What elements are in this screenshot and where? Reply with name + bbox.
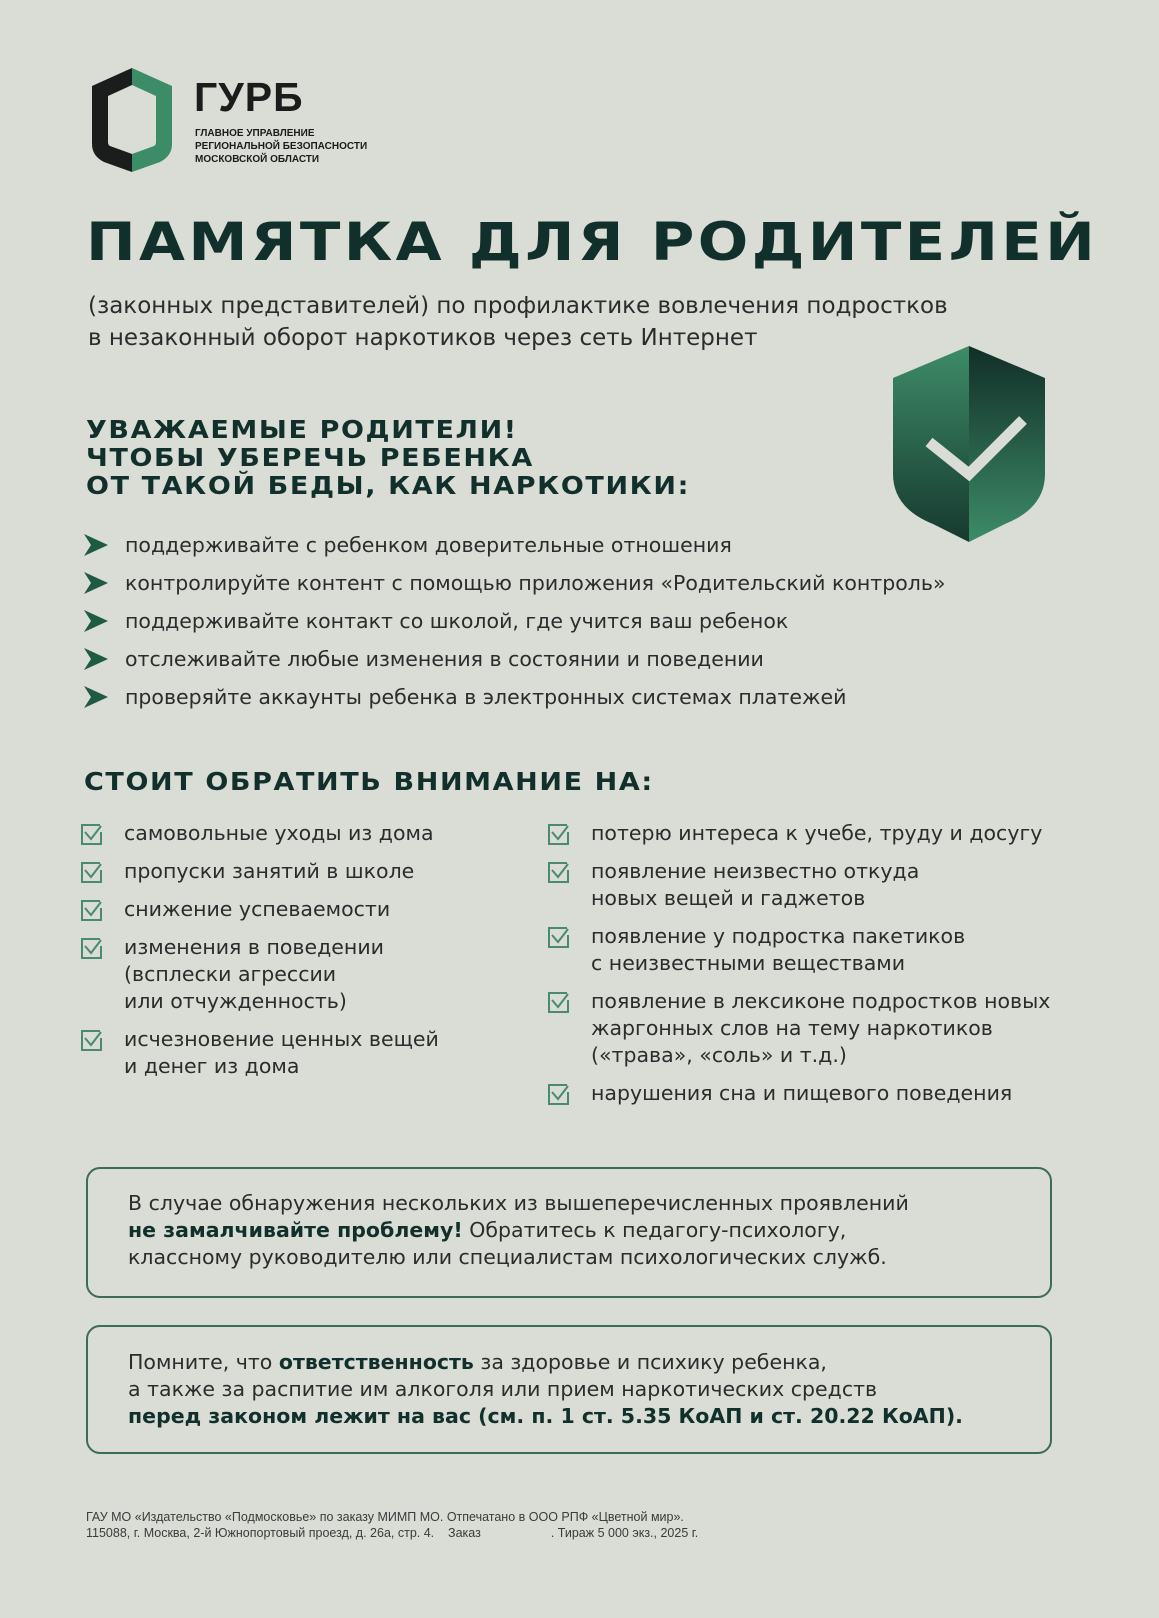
arrow-bullet-icon (84, 534, 108, 556)
list-item: снижение успеваемости (80, 896, 520, 923)
attention-left-list (80, 820, 520, 1091)
attention-right-list (547, 820, 1159, 1118)
page-subtitle: (законных представителей) по профилактике вовлечения подростков в незаконный оборот наркотиков через сеть Интернет (88, 293, 948, 351)
appeal-heading: УВАЖАЕМЫЕ РОДИТЕЛИ! ЧТОБЫ УБЕРЕЧЬ РЕБЕНКА ОТ ТАКОЙ БЕДЫ, КАК НАРКОТИКИ: (86, 415, 691, 500)
list-item: контролируйте контент с помощью приложения «Родительский контроль» (84, 564, 946, 602)
imprint-footer: ГАУ МО «Издательство «Подмосковье» по заказу МИМП МО. Отпечатано в ООО РПФ «Цветной мир». 115088, г. Москва, 2-й Южнопортовый проезд, д. 26а, стр. 4. Заказ . Тираж 5 000 экз., 2025 г. (86, 1510, 699, 1540)
notice-box-help: В случае обнаружения нескольких из вышеперечисленных проявлений не замалчивайте проблему! Обратитесь к педагогу-психологу, классному руководителю или специалистам психологических служб. (86, 1167, 1052, 1298)
notice-box-responsibility: Помните, что ответственность за здоровье и психику ребенка, а также за распитие им алкоголя или прием наркотических средств перед законом лежит на вас (см. п. 1 ст. 5.35 КоАП и ст. 20.22 КоАП). (86, 1325, 1052, 1454)
checkbox-checked-icon (547, 925, 571, 949)
checkbox-checked-icon (547, 822, 571, 846)
checkbox-checked-icon (80, 860, 104, 884)
checkbox-checked-icon (80, 1028, 104, 1052)
list-item: нарушения сна и пищевого поведения (547, 1080, 1159, 1107)
checkbox-checked-icon (547, 1082, 571, 1106)
logo-title: ГУРБ (194, 74, 304, 120)
list-item: самовольные уходы из дома (80, 820, 520, 847)
shield-logo-icon (92, 68, 172, 172)
checkbox-checked-icon (547, 860, 571, 884)
list-item: проверяйте аккаунты ребенка в электронных системах платежей (84, 678, 946, 716)
checkbox-checked-icon (80, 898, 104, 922)
list-item: поддерживайте контакт со школой, где учится ваш ребенок (84, 602, 946, 640)
list-item: потерю интереса к учебе, труду и досугу (547, 820, 1159, 847)
list-item: появление в лексиконе подростков новых жаргонных слов на тему наркотиков («трава», «соль» и т.д.) (547, 988, 1159, 1069)
list-item: исчезновение ценных вещей и денег из дома (80, 1026, 520, 1080)
arrow-bullet-icon (84, 648, 108, 670)
tips-list (84, 526, 946, 716)
shield-check-icon (893, 346, 1045, 542)
list-item: отслеживайте любые изменения в состоянии и поведении (84, 640, 946, 678)
list-item: появление неизвестно откуда новых вещей и гаджетов (547, 858, 1159, 912)
checkbox-checked-icon (80, 936, 104, 960)
arrow-bullet-icon (84, 610, 108, 632)
arrow-bullet-icon (84, 572, 108, 594)
list-item: пропуски занятий в школе (80, 858, 520, 885)
page-title: ПАМЯТКА ДЛЯ РОДИТЕЛЕЙ (86, 212, 1099, 273)
attention-heading: СТОИТ ОБРАТИТЬ ВНИМАНИЕ НА: (84, 767, 654, 796)
checkbox-checked-icon (80, 822, 104, 846)
arrow-bullet-icon (84, 686, 108, 708)
list-item: изменения в поведении (всплески агрессии или отчужденность) (80, 934, 520, 1015)
logo-subtitle: ГЛАВНОЕ УПРАВЛЕНИЕ РЕГИОНАЛЬНОЙ БЕЗОПАСНОСТИ МОСКОВСКОЙ ОБЛАСТИ (195, 128, 368, 165)
list-item: поддерживайте с ребенком доверительные отношения (84, 526, 946, 564)
checkbox-checked-icon (547, 990, 571, 1014)
list-item: появление у подростка пакетиков с неизвестными веществами (547, 923, 1159, 977)
